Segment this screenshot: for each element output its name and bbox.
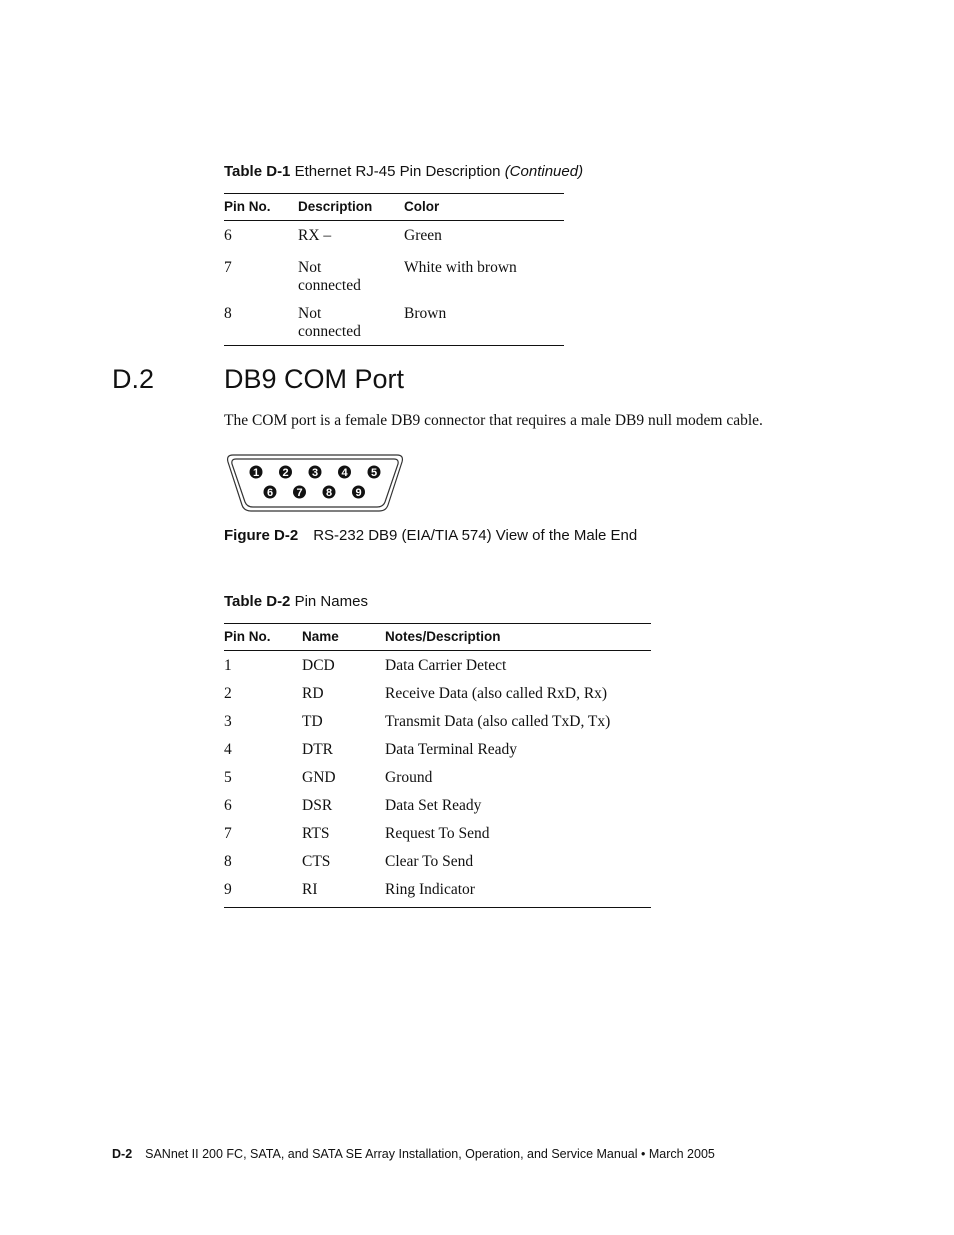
table-cell: TD <box>302 713 323 730</box>
table-cell: 5 <box>224 769 232 786</box>
footer-date: March 2005 <box>648 1147 715 1161</box>
connector-pin <box>352 486 365 500</box>
table-d1 <box>224 193 564 346</box>
section-title: DB9 COM Port <box>224 364 405 394</box>
table-cell: Ring Indicator <box>385 881 475 898</box>
table-row <box>224 853 651 881</box>
table-cell: White with brown <box>404 259 517 276</box>
table-cell: Data Carrier Detect <box>385 657 507 674</box>
table-row <box>224 295 564 346</box>
table-cell: Transmit Data (also called TxD, Tx) <box>385 713 611 730</box>
pin-number: 5 <box>370 467 378 479</box>
table-cell: RD <box>302 685 324 702</box>
table-row <box>224 651 651 686</box>
table-cell: Data Set Ready <box>385 797 482 814</box>
table-cell: GND <box>302 769 336 786</box>
table-cell: 2 <box>224 685 232 702</box>
table-cell <box>298 295 404 346</box>
pin-number: 8 <box>325 487 333 499</box>
section-body: The COM port is a female DB9 connector that requires a male DB9 null modem cable. <box>224 412 763 429</box>
connector-pin <box>293 486 306 500</box>
connector-pin <box>309 466 322 480</box>
table-d1-continued: (Continued) <box>504 163 584 180</box>
cell-line: connected <box>298 277 361 294</box>
column-header: Name <box>302 629 339 644</box>
connector-pin <box>279 466 292 480</box>
table-row <box>224 221 564 250</box>
table-d1-caption <box>224 163 583 180</box>
db9-connector-diagram <box>224 452 406 514</box>
table-cell: RI <box>302 881 318 898</box>
pin-number: 2 <box>282 467 289 479</box>
table-row <box>224 741 651 769</box>
column-header: Notes/Description <box>385 629 501 644</box>
table-row <box>224 797 651 825</box>
connector-pin <box>264 486 277 500</box>
table-cell: Data Terminal Ready <box>385 741 518 758</box>
table-cell: Request To Send <box>385 825 490 842</box>
table-cell: 8 <box>224 305 232 322</box>
table-cell: 3 <box>224 713 232 730</box>
footer-manual-title: SANnet II 200 FC, SATA, and SATA SE Array Installation, Operation, and Service Manual <box>145 1147 638 1161</box>
table-cell: Clear To Send <box>385 853 474 870</box>
table-d1-label: Table D-1 <box>224 163 291 180</box>
pin-number: 6 <box>266 487 274 499</box>
table-row <box>224 881 651 908</box>
table-cell: DSR <box>302 797 333 814</box>
section-number: D.2 <box>112 364 155 394</box>
table-cell: 4 <box>224 741 232 758</box>
table-d2 <box>224 623 651 908</box>
table-cell: DCD <box>302 657 335 674</box>
pin-number: 9 <box>355 487 362 499</box>
table-cell: DTR <box>302 741 333 758</box>
pin-number: 3 <box>311 467 319 479</box>
table-cell: 6 <box>224 227 232 244</box>
table-d2-title: Pin Names <box>294 593 368 610</box>
table-row <box>224 769 651 797</box>
column-header: Pin No. <box>224 629 271 644</box>
figure-label: Figure D-2 <box>224 527 299 544</box>
column-header: Description <box>298 199 373 214</box>
table-cell: Brown <box>404 305 447 322</box>
table-cell: 8 <box>224 853 232 870</box>
page-number: D-2 <box>112 1147 133 1161</box>
table-cell: 6 <box>224 797 232 814</box>
table-cell: CTS <box>302 853 331 870</box>
table-cell: Green <box>404 227 442 244</box>
table-cell: RX – <box>298 227 332 244</box>
table-cell: 1 <box>224 657 232 674</box>
figure-caption <box>224 527 637 544</box>
table-row <box>224 249 564 295</box>
table-cell: Receive Data (also called RxD, Rx) <box>385 685 608 702</box>
page-footer <box>112 1147 715 1161</box>
connector-pin <box>338 466 351 480</box>
table-row <box>224 685 651 713</box>
table-row <box>224 713 651 741</box>
table-cell: 7 <box>224 259 232 276</box>
pin-number: 4 <box>341 467 348 479</box>
table-d1-title: Ethernet RJ-45 Pin Description <box>294 163 501 180</box>
table-cell: RTS <box>302 825 330 842</box>
table-cell: Ground <box>385 769 433 786</box>
footer-bullet: • <box>640 1147 646 1161</box>
table-d2-caption <box>224 593 368 610</box>
figure-caption-text: RS-232 DB9 (EIA/TIA 574) View of the Male End <box>313 527 638 544</box>
pin-number: 7 <box>296 487 303 499</box>
cell-line: connected <box>298 323 361 340</box>
table-cell: 9 <box>224 881 232 898</box>
pin-number: 1 <box>252 467 260 479</box>
column-header: Pin No. <box>224 199 271 214</box>
connector-pin <box>323 486 336 500</box>
cell-line: Not <box>298 259 322 276</box>
table-cell: 7 <box>224 825 232 842</box>
connector-pin <box>368 466 381 480</box>
table-d2-label: Table D-2 <box>224 593 291 610</box>
connector-pin <box>250 466 263 480</box>
column-header: Color <box>404 199 440 214</box>
table-row <box>224 825 651 853</box>
table-cell <box>298 249 404 295</box>
table-header-row <box>224 194 564 221</box>
table-header-row <box>224 624 651 651</box>
cell-line: Not <box>298 305 322 322</box>
